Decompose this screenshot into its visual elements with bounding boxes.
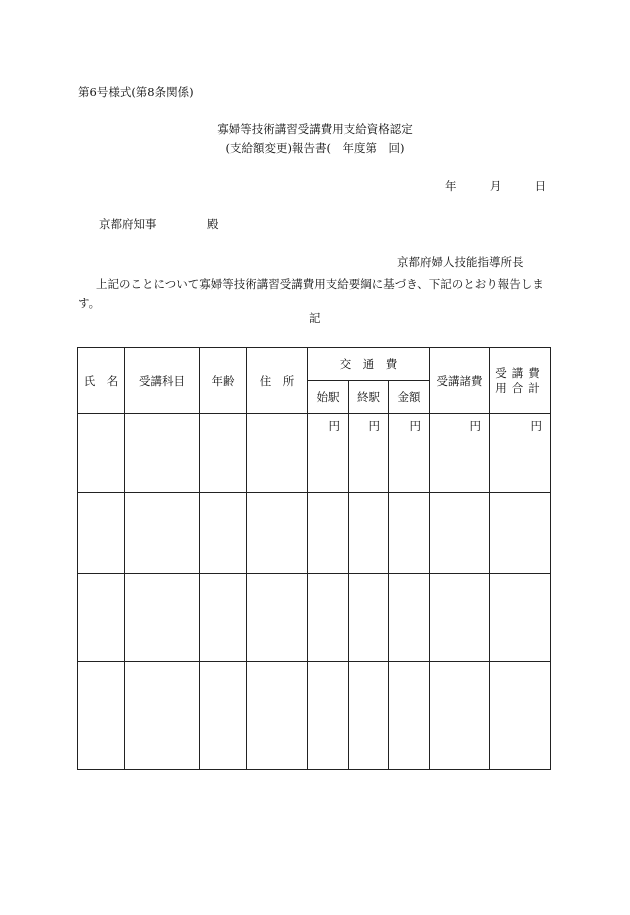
table-row xyxy=(78,414,551,493)
cell-amount[interactable]: 円 xyxy=(389,414,430,493)
cell-age[interactable] xyxy=(200,574,247,662)
addressee-honorific: 殿 xyxy=(207,217,219,231)
report-table xyxy=(77,347,551,770)
form-number-label: 第6号様式(第8条関係) xyxy=(78,85,194,99)
table-row xyxy=(78,662,551,770)
cell-amount[interactable] xyxy=(389,574,430,662)
cell-amount[interactable] xyxy=(389,662,430,770)
cell-address[interactable] xyxy=(247,662,308,770)
header-transport: 交 通 費 xyxy=(308,348,430,381)
cell-address[interactable] xyxy=(247,574,308,662)
date-month-label: 月 xyxy=(489,179,502,193)
cell-course[interactable] xyxy=(125,493,200,574)
cell-misc-fees[interactable] xyxy=(430,493,490,574)
table-row xyxy=(78,493,551,574)
cell-age[interactable] xyxy=(200,662,247,770)
cell-address[interactable] xyxy=(247,493,308,574)
cell-start-station[interactable] xyxy=(308,493,349,574)
cell-end-station[interactable] xyxy=(349,662,389,770)
header-course: 受講科目 xyxy=(125,348,200,414)
cell-address[interactable] xyxy=(247,414,308,493)
header-total xyxy=(490,348,551,414)
ki-label: 記 xyxy=(309,311,321,325)
cell-total[interactable]: 円 xyxy=(490,414,551,493)
cell-age[interactable] xyxy=(200,414,247,493)
cell-end-station[interactable]: 円 xyxy=(349,414,389,493)
header-age: 年齢 xyxy=(200,348,247,414)
header-address: 住 所 xyxy=(247,348,308,414)
cell-amount[interactable] xyxy=(389,493,430,574)
header-total-line1: 受講費 xyxy=(495,365,545,380)
cell-name[interactable] xyxy=(78,662,125,770)
header-misc-fees: 受講諸費 xyxy=(430,348,490,414)
cell-course[interactable] xyxy=(125,574,200,662)
header-start-station: 始駅 xyxy=(308,381,349,414)
cell-total[interactable] xyxy=(490,662,551,770)
cell-misc-fees[interactable] xyxy=(430,574,490,662)
cell-start-station[interactable]: 円 xyxy=(308,414,349,493)
header-end-station: 終駅 xyxy=(349,381,389,414)
cell-misc-fees[interactable]: 円 xyxy=(430,414,490,493)
cell-start-station[interactable] xyxy=(308,574,349,662)
cell-total[interactable] xyxy=(490,574,551,662)
cell-name[interactable] xyxy=(78,493,125,574)
cell-name[interactable] xyxy=(78,414,125,493)
cell-name[interactable] xyxy=(78,574,125,662)
date-line xyxy=(445,181,546,193)
header-name: 氏 名 xyxy=(78,348,125,414)
cell-course[interactable] xyxy=(125,414,200,493)
cell-course[interactable] xyxy=(125,662,200,770)
table-header-row xyxy=(78,348,551,381)
cell-start-station[interactable] xyxy=(308,662,349,770)
header-total-line2: 用合計 xyxy=(495,380,545,395)
body-text: 上記のことについて寡婦等技術講習受講費用支給要綱に基づき、下記のとおり報告します。 xyxy=(78,277,544,310)
cell-total[interactable] xyxy=(490,493,551,574)
header-amount: 金額 xyxy=(389,381,430,414)
table-row xyxy=(78,574,551,662)
document-title-line1: 寡婦等技術講習受講費用支給資格認定 xyxy=(217,122,413,136)
document-title-line2: (支給額変更)報告書( 年度第 回) xyxy=(225,141,405,155)
addressee-name: 京都府知事 xyxy=(99,217,157,231)
cell-misc-fees[interactable] xyxy=(430,662,490,770)
cell-end-station[interactable] xyxy=(349,574,389,662)
sender-name: 京都府婦人技能指導所長 xyxy=(397,255,524,269)
cell-end-station[interactable] xyxy=(349,493,389,574)
cell-age[interactable] xyxy=(200,493,247,574)
date-day-label: 日 xyxy=(534,179,547,193)
date-year-label: 年 xyxy=(445,179,457,193)
